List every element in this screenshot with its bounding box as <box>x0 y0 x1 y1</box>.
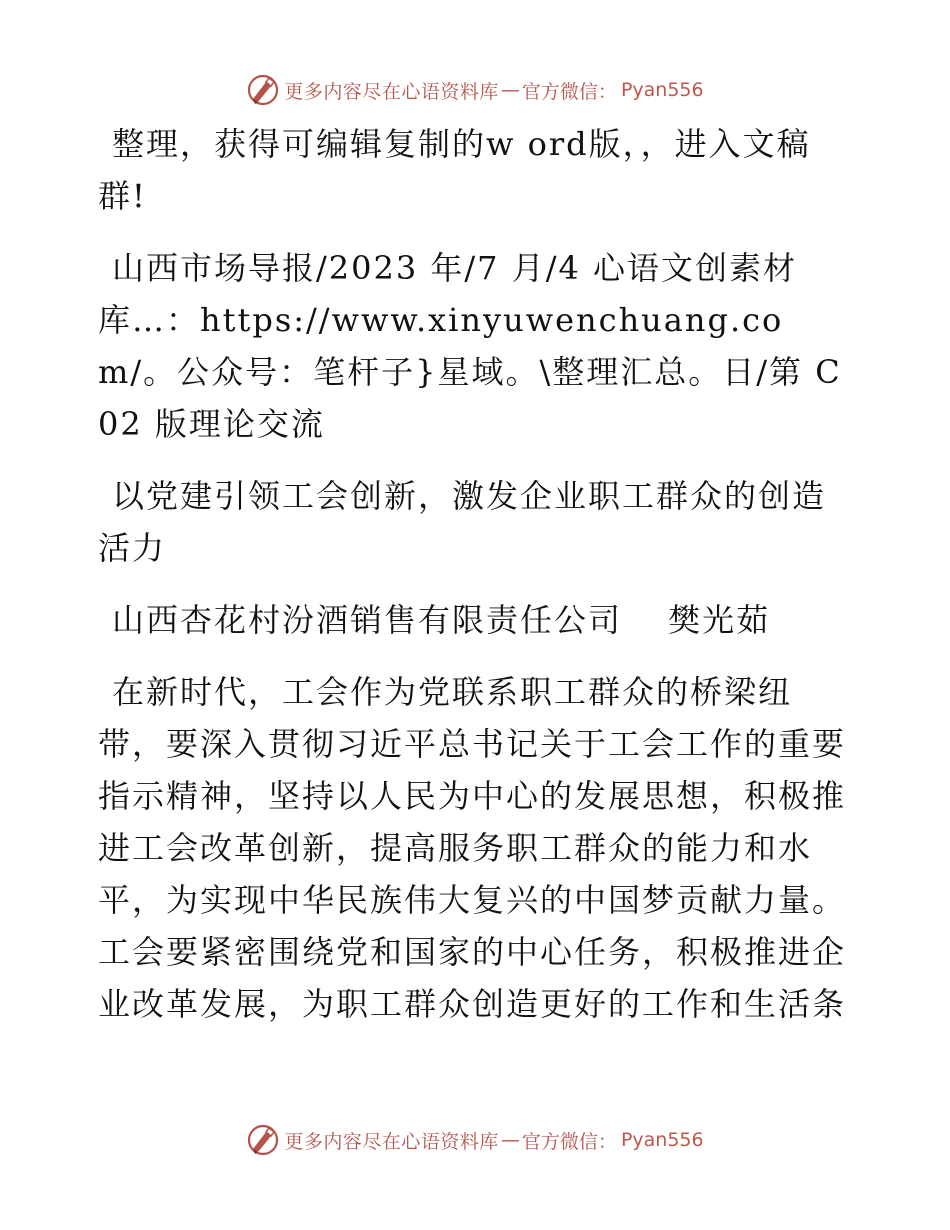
page-footer <box>0 1122 950 1158</box>
header-brand-text: 更多内容尽在心语资料库 <box>284 80 499 103</box>
source-paragraph: 山西市场导报/2023 年/7 月/4 心语文创素材库…：https://www.xinyuwenchuang.com/。公众号：笔杆子}星域。\整理汇总。日/第 C02 版理论交流 <box>98 249 842 443</box>
footer-wechat-id: Pyan556 <box>620 1129 704 1151</box>
header-wechat-id: Pyan556 <box>620 79 704 101</box>
footer-brand-text: 更多内容尽在心语资料库 <box>284 1130 499 1153</box>
document-body <box>98 118 850 1050</box>
pen-logo-icon <box>246 73 280 107</box>
author-byline: 山西杏花村汾酒销售有限责任公司 樊光茹 <box>112 601 771 639</box>
body-paragraph: 在新时代，工会作为党联系职工群众的桥梁纽带，要深入贯彻习近平总书记关于工会工作的重要指示精神，坚持以人民为中心的发展思想，积极推进工会改革创新，提高服务职工群众的能力和水平，为实现中华民族伟大复兴的中国梦贡献力量。工会要紧密围绕党和国家的中心任务，积极推进企业改革发展，为职工群众创造更好的工作和生活条 <box>98 673 847 1023</box>
article-title: 以党建引领工会创新，激发企业职工群众的创造活力 <box>98 477 827 567</box>
page-header <box>0 72 950 108</box>
intro-paragraph: 整理，获得可编辑复制的w ord版，，进入文稿群! <box>98 125 811 215</box>
header-dash: — <box>500 79 520 101</box>
footer-official-label: 官方微信： <box>521 1130 617 1153</box>
footer-dash: — <box>500 1129 520 1151</box>
header-official-label: 官方微信： <box>521 80 617 103</box>
pen-logo-icon <box>246 1123 280 1157</box>
